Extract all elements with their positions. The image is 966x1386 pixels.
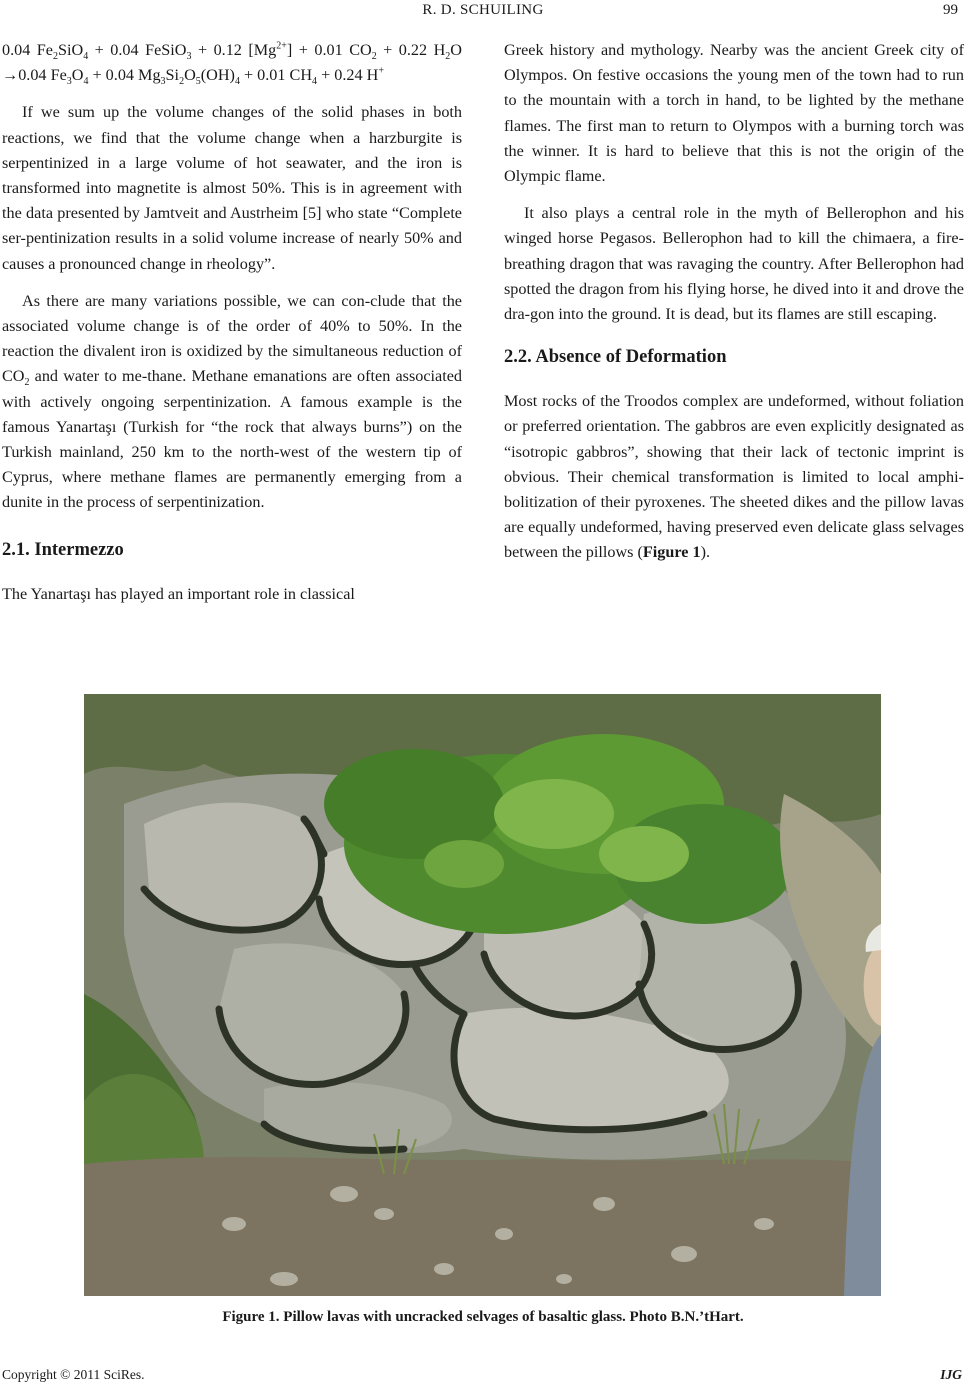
- journal-abbreviation: IJG: [940, 1367, 962, 1382]
- paragraph-methane: As there are many variations possible, we can con-clude that the associated volume change is of the order of 40% to 50%. In the reaction the divalent iron is oxidized by the simultaneous reduction of $CO_2$ and water to me-thane. Methane emanations are often associated with actively ongoing serpentinization. A famous example is the famous Yanartaşı (Turkish for “the rock that always burns”) on the Turkish mainland, 250 km to the north-west of the western tip of Cyprus, where methane flames are permanently emerging from a dunite in the process of serpentinization.: [2, 291, 462, 512]
- paragraph-olympic-flame: Greek history and mythology. Nearby was the ancient Greek city of Olympos. On festive occasions the young men of the town had to run to the mountain with a torch in hand, to be lighted by the methane flames. The first man to return to Olympos with a burning torch was the winner. It is hard to believe that this is not the origin of the Olympic flame.: [504, 41, 964, 186]
- paragraph-yanartasi: The Yanartaşı has played an important role in classical: [2, 584, 355, 603]
- figure-photo-pillow-lavas: [84, 694, 881, 1296]
- figure-caption: Figure 1. Pillow lavas with uncracked selvages of basaltic glass. Photo B.N.’tHart.: [222, 1309, 744, 1325]
- section-heading-intermezzo: 2.1. Intermezzo: [2, 539, 124, 560]
- copyright-notice: Copyright © 2011 SciRes.: [2, 1367, 145, 1382]
- running-head-author: R. D. SCHUILING: [422, 2, 544, 18]
- page-header: [0, 2, 966, 22]
- paragraph-volume-change: If we sum up the volume changes of the solid phases in both reactions, we find that the volume change when a harzburgite is serpentinized in a large volume of hot seawater, and the iron is transformed into magnetite is almost 50%. This is in agreement with the data presented by Jamtveit and Austrheim [5] who state “Complete ser-pentinization results in a solid volume increase of nearly 50% and causes a pronounced change in rheology”.: [2, 103, 462, 273]
- paragraph-bellerophon: It also plays a central role in the myth of Bellerophon and his winged horse Pegasos. Bellerophon had to kill the chimaera, a fire-breathing dragon that was ravaging the country. After Bellerophon had spotted the dragon from his flying horse, he dived into it and drove the dra-gon into the ground. It is dead, but its flames are still escaping.: [504, 204, 964, 324]
- section-heading-deformation: 2.2. Absence of Deformation: [504, 347, 727, 368]
- pillow-lava-photo: [84, 694, 881, 1296]
- left-column: [2, 38, 462, 607]
- reaction-equation: 0.04 $Fe_2SiO_4 + 0.04$ FeSiO$_3$ + 0.12 $[Mg^{2+}] + 0.01$ $CO_2 + 0.22$ $H_2O \to 0.04$ $Fe_3O_4 + 0.04$ $Mg_3Si_2O_5(OH)_4 + 0.01$ $CH_4 + 0.24$ H+: [2, 40, 462, 88]
- paragraph-troodos: Most rocks of the Troodos complex are undeformed, without foliation or preferred orientation. The gabbros are even explicitly designated as “isotropic gabbros”, showing that their lack of tectonic imprint is obvious. Their chemical transformation is limited to local amphi-bolitization of their pyroxenes. The sheeted dikes and the pillow lavas are equally undeformed, having preserved even delicate glass selvages between the pillows (Figure 1).: [504, 392, 964, 562]
- page-footer: [0, 1367, 966, 1385]
- right-column: [504, 38, 964, 566]
- figure-reference[interactable]: Figure 1: [642, 543, 701, 562]
- page-number: 99: [943, 2, 958, 18]
